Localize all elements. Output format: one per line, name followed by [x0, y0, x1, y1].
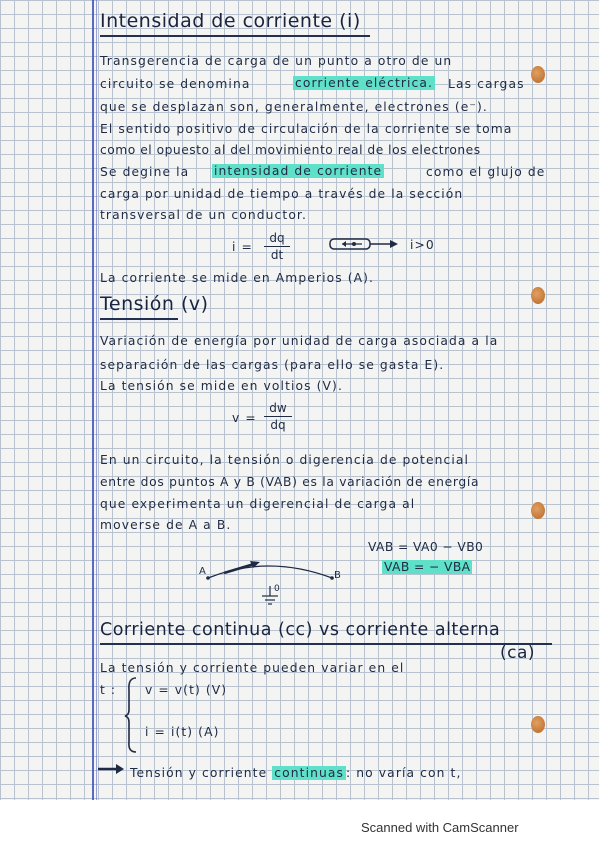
binder-hole: [531, 716, 545, 733]
title-underline: [100, 643, 552, 645]
scanner-watermark: Scanned with CamScanner: [361, 820, 519, 835]
equation-vab-highlight: VAB = − VBA: [384, 560, 471, 574]
conductor-arrow-icon: [328, 234, 408, 254]
text-line: circuito se denomina: [100, 77, 251, 91]
text-line: transversal de un conductor.: [100, 208, 307, 222]
arrow-right-icon: [96, 762, 126, 776]
point-label-a: A: [199, 566, 206, 577]
text-fragment: Tensión y corriente: [130, 766, 268, 780]
point-label-b: B: [334, 570, 341, 581]
highlight-intensidad: intensidad de corriente: [214, 164, 383, 178]
text-line: separación de las cargas (para ello se gasta E).: [100, 358, 445, 372]
equation-voltage-function: v = v(t) (V): [145, 683, 228, 697]
fraction-denominator: dq: [270, 418, 286, 432]
text-line: La tensión y corriente pueden variar en el: [100, 661, 405, 675]
section-title-ca: (ca): [500, 643, 536, 663]
current-condition: i>0: [410, 238, 435, 252]
text-line: Transgerencia de carga de un punto a otro de un: [100, 54, 453, 68]
text-line: que experimenta un digerencial de carga al: [100, 497, 416, 511]
fraction-numerator: dw: [269, 401, 287, 415]
text-fragment: : no varía con t,: [346, 766, 462, 780]
fraction-denominator: dt: [270, 248, 284, 262]
brace-icon: [124, 676, 138, 754]
binder-hole: [531, 287, 545, 304]
reference-label-0: 0: [274, 584, 280, 594]
title-underline: [100, 35, 370, 37]
text-line: [130, 766, 461, 780]
text-line: carga por unidad de tiempo a través de la sección: [100, 187, 464, 201]
section-title-cc-ca: Corriente continua (cc) vs corriente alterna: [100, 620, 501, 640]
text-line: Se degine la: [100, 165, 190, 179]
equation-current-function: i = i(t) (A): [145, 725, 220, 739]
formula-fraction: [264, 401, 292, 432]
title-underline: [100, 318, 178, 320]
potential-diagram: [198, 556, 348, 610]
binder-hole: [531, 502, 545, 519]
highlight-corriente-electrica: corriente eléctrica.: [295, 76, 434, 90]
formula-fraction: [264, 231, 290, 262]
text-line: que se desplazan son, generalmente, electrones (e⁻).: [100, 100, 488, 114]
text-line: El sentido positivo de circulación de la corriente se toma: [100, 122, 513, 136]
formula-lhs: i =: [232, 240, 253, 254]
text-line: moverse de A a B.: [100, 518, 232, 532]
highlight-continuas: continuas: [274, 766, 345, 780]
fraction-numerator: dq: [269, 231, 285, 245]
text-line: como el glujo de: [426, 165, 546, 179]
margin-line-inner: [96, 0, 97, 800]
text-line: La corriente se mide en Amperios (A).: [100, 271, 375, 285]
text-line: Variación de energía por unidad de carga asociada a la: [100, 334, 499, 348]
text-line: Las cargas: [448, 77, 525, 91]
text-line: como el opuesto al del movimiento real de los electrones: [100, 143, 481, 157]
text-line: entre dos puntos A y B (VAB) es la variación de energía: [100, 475, 480, 489]
text-line: t :: [100, 683, 117, 697]
equation-vab: VAB = VA0 − VB0: [368, 540, 484, 554]
text-line: En un circuito, la tensión o digerencia de potencial: [100, 453, 470, 467]
section-title-tension: Tensión (v): [100, 293, 209, 315]
margin-line: [92, 0, 94, 800]
binder-hole: [531, 66, 545, 83]
section-title-intensidad: Intensidad de corriente (i): [100, 10, 361, 32]
text-line: La tensión se mide en voltios (V).: [100, 379, 343, 393]
formula-lhs: v =: [232, 411, 257, 425]
